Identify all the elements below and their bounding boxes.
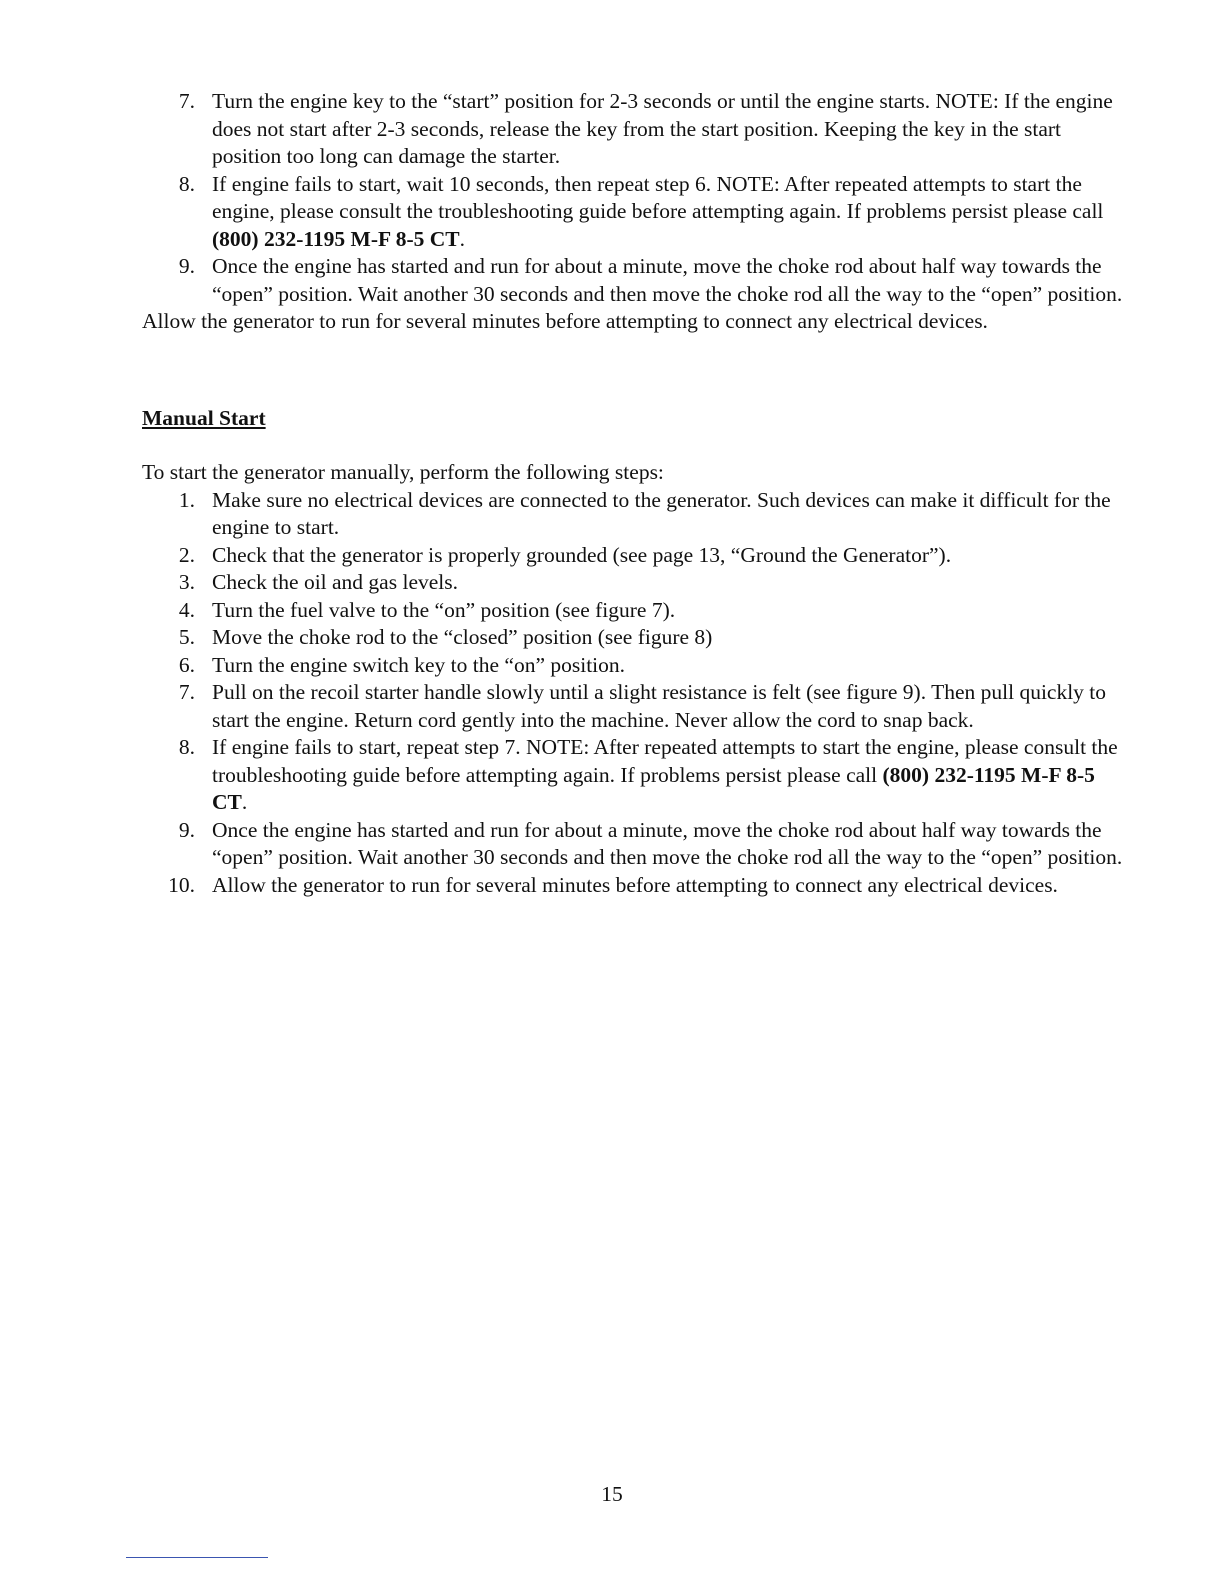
step-text: Pull on the recoil starter handle slowly until a slight resistance is felt (see figure 9). Then pull quickly to start the engine. Return cord gently into the machine. Never allow the cord to snap back. xyxy=(212,680,1107,732)
list-item xyxy=(142,872,1132,900)
step-number: 7. xyxy=(178,89,195,113)
manual-start-steps-list xyxy=(142,487,1132,900)
intro-paragraph: To start the generator manually, perform the following steps: xyxy=(142,460,664,484)
list-item xyxy=(142,734,1132,817)
step-text: Once the engine has started and run for about a minute, move the choke rod about half way towards the “open” position. Wait another 30 seconds and then move the choke rod all the way to the “open” position. xyxy=(212,254,1123,306)
step-text: Once the engine has started and run for about a minute, move the choke rod about half way towards the “open” position. Wait another 30 seconds and then move the choke rod all the way to the “open” position. xyxy=(212,817,1123,869)
step-number: 9. xyxy=(178,254,195,278)
step-text: Turn the engine key to the “start” position for 2-3 seconds or until the engine starts. NOTE: If the engine does not start after 2-3 seconds, release the key from the start position. Keeping the key in the start position too long can damage the starter. xyxy=(212,89,1113,168)
footnote-rule xyxy=(126,1557,268,1558)
step-number: 6. xyxy=(178,652,195,677)
continued-steps-list xyxy=(142,88,1132,308)
step-number: 1. xyxy=(178,487,195,512)
list-item xyxy=(142,542,1132,570)
list-item xyxy=(142,569,1132,597)
list-item xyxy=(142,597,1132,625)
step-number: 8. xyxy=(178,735,195,759)
list-item xyxy=(142,487,1132,542)
step-text-end: . xyxy=(241,790,248,814)
step-text: Check that the generator is properly grounded (see page 13, “Ground the Generator”). xyxy=(212,542,952,567)
list-item xyxy=(142,679,1132,734)
step-text: If engine fails to start, wait 10 seconds, then repeat step 6. NOTE: After repeated attempts to start the engine, please consult the troubleshooting guide before attempting again. If problems persist please call xyxy=(212,171,1104,223)
step-text-end: . xyxy=(459,226,465,251)
step-text: Check the oil and gas levels. xyxy=(212,570,458,594)
support-phone: (800) 232-1195 M-F 8-5 CT xyxy=(212,762,1095,814)
support-phone: (800) 232-1195 M-F 8-5 CT xyxy=(212,226,460,251)
section-heading-manual-start: Manual Start xyxy=(142,405,266,430)
step-text: Turn the fuel valve to the “on” position (see figure 7). xyxy=(212,597,676,622)
step-text: Move the choke rod to the “closed” position (see figure 8) xyxy=(212,625,713,649)
step-text: Turn the engine switch key to the “on” position. xyxy=(212,652,626,677)
list-item xyxy=(142,817,1132,872)
step-number: 9. xyxy=(178,817,195,842)
step-number: 8. xyxy=(178,171,195,196)
step-number: 10. xyxy=(168,872,195,897)
closing-paragraph: Allow the generator to run for several minutes before attempting to connect any electrical devices. xyxy=(142,309,988,333)
page-number: 15 xyxy=(601,1482,623,1506)
page-content xyxy=(142,88,1132,899)
list-item xyxy=(142,88,1132,171)
step-number: 7. xyxy=(178,680,195,704)
list-item xyxy=(142,652,1132,680)
step-text: Make sure no electrical devices are connected to the generator. Such devices can make it difficult for the engine to start. xyxy=(212,487,1111,539)
list-item xyxy=(142,253,1132,308)
step-number: 3. xyxy=(178,570,195,594)
step-number: 2. xyxy=(178,542,195,567)
step-text: If engine fails to start, repeat step 7. NOTE: After repeated attempts to start the engine, please consult the troubleshooting guide before attempting again. If problems persist please call xyxy=(212,735,1118,787)
step-text: Allow the generator to run for several minutes before attempting to connect any electrical devices. xyxy=(212,872,1058,897)
step-number: 4. xyxy=(178,597,195,622)
list-item xyxy=(142,624,1132,652)
list-item xyxy=(142,171,1132,254)
step-number: 5. xyxy=(178,625,195,649)
